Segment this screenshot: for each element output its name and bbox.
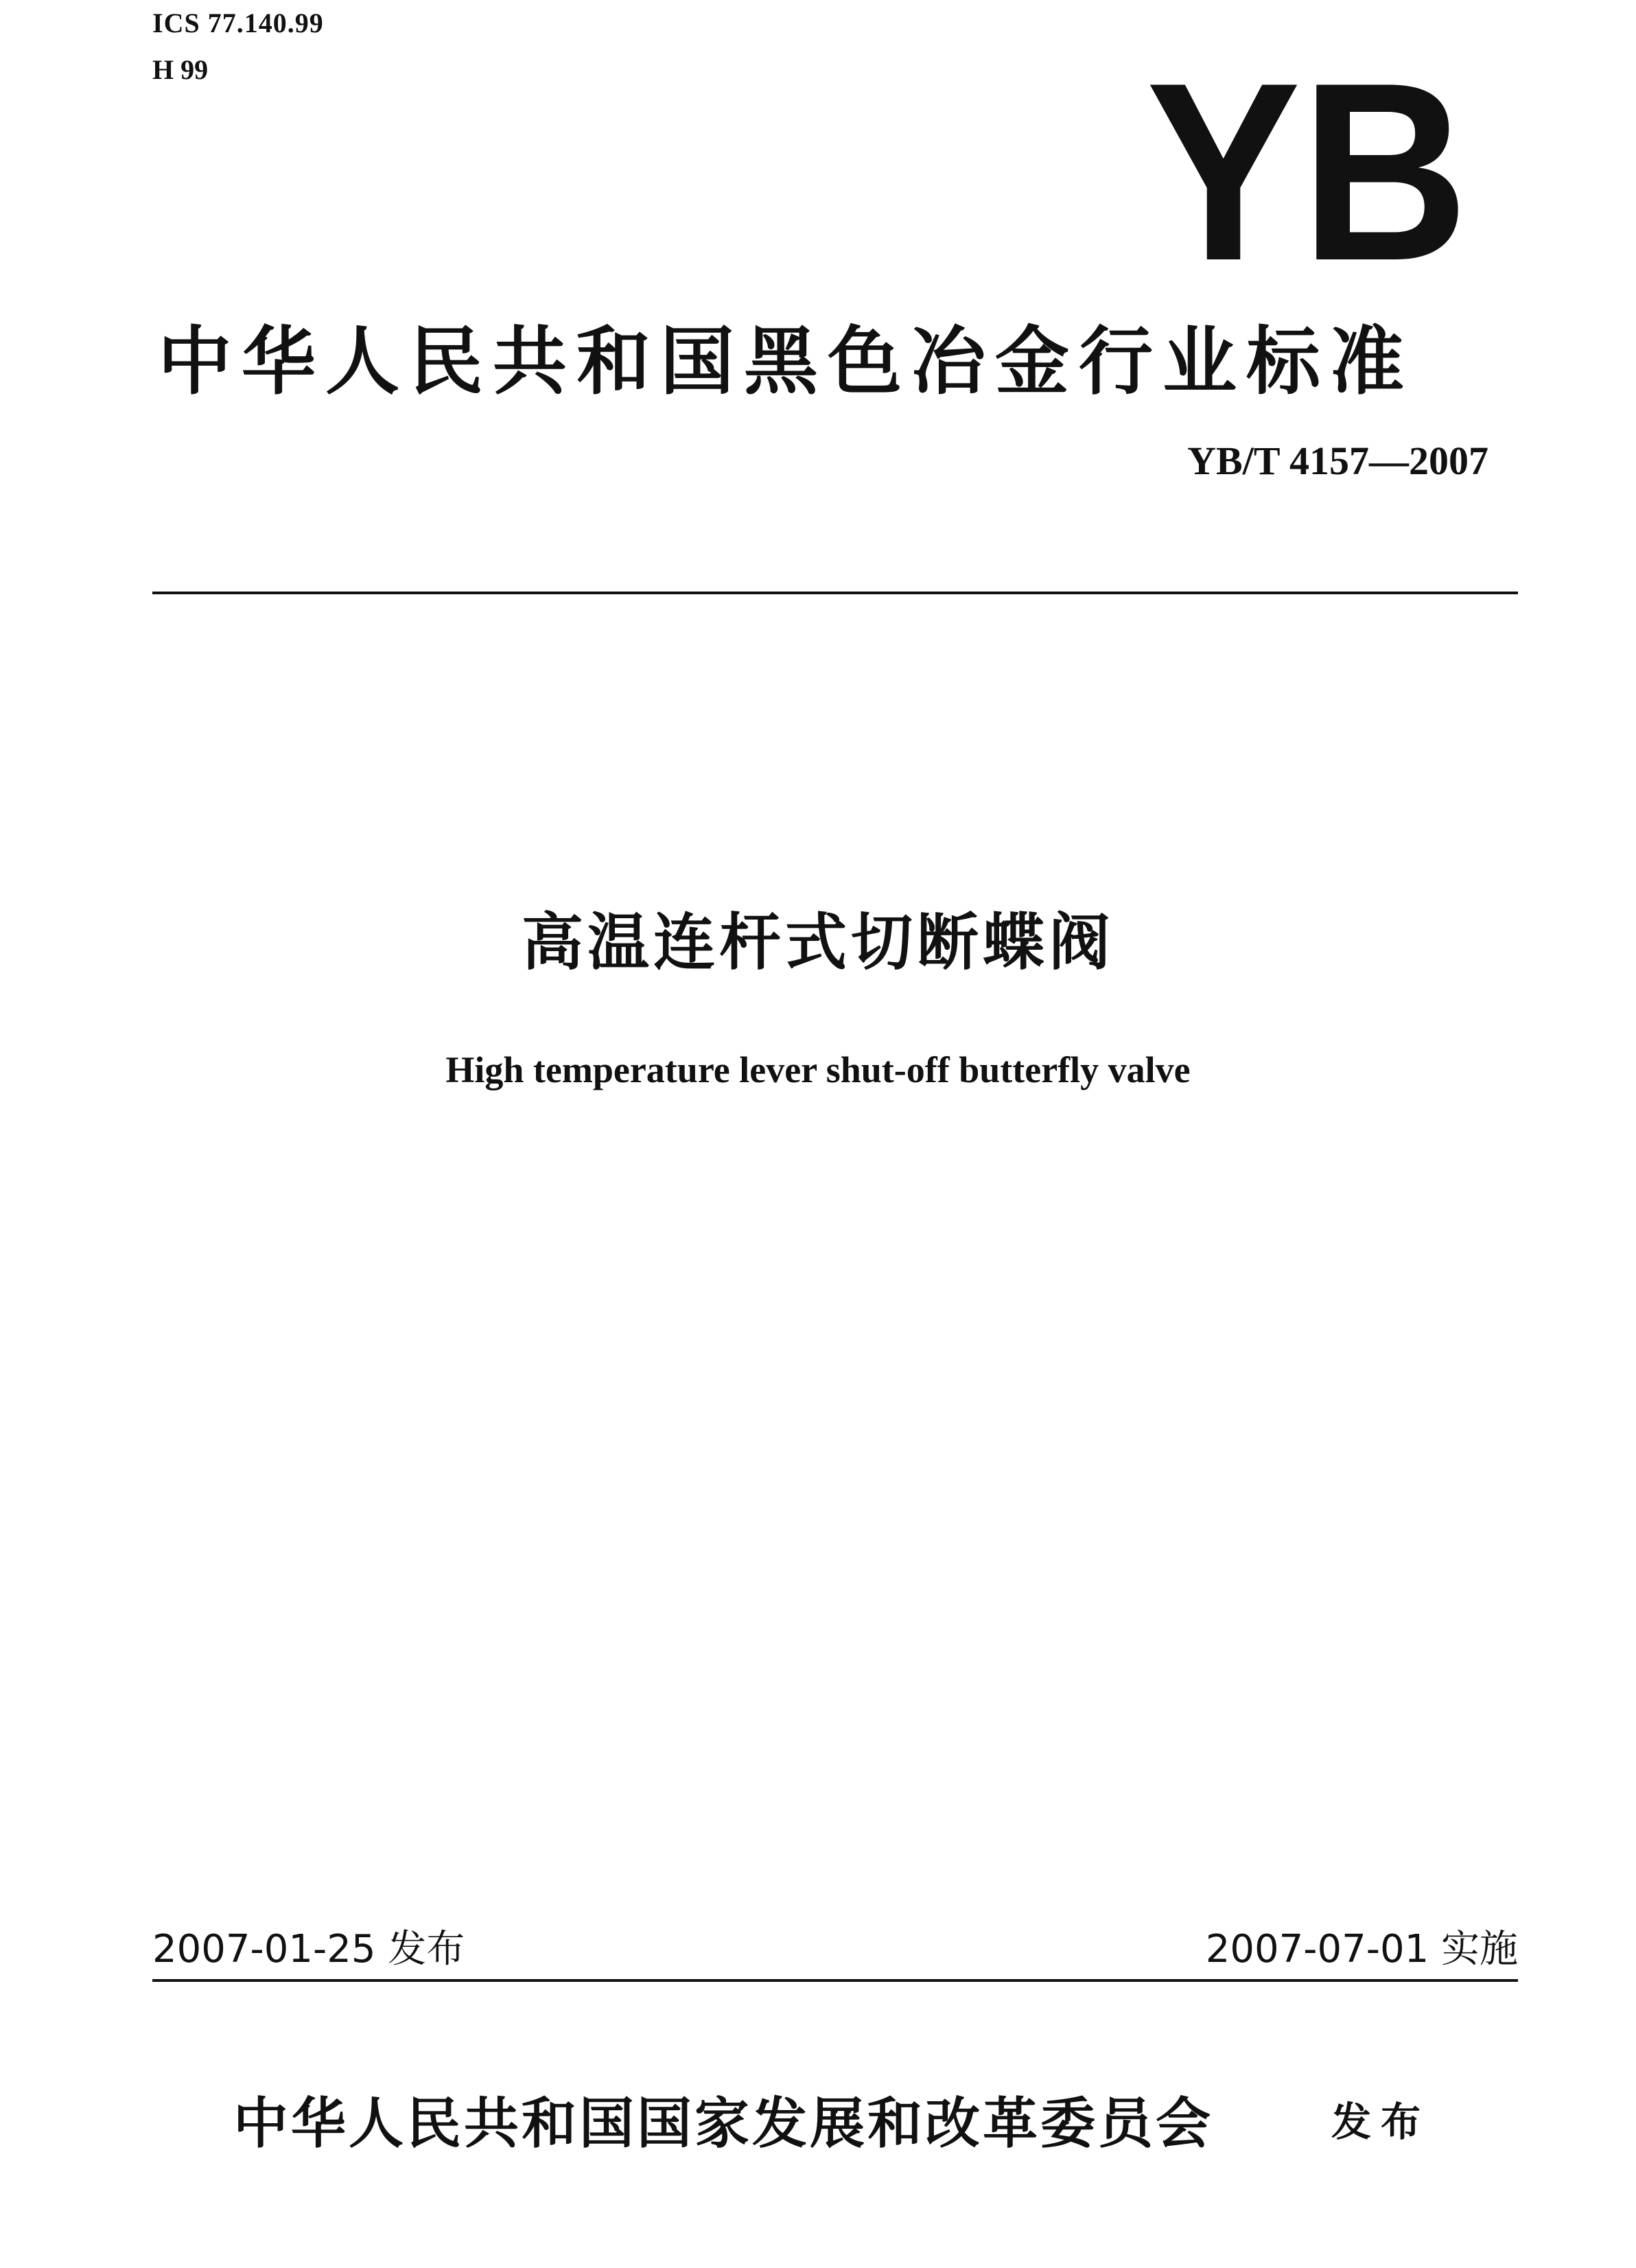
yb-logo xyxy=(1125,74,1482,280)
title-cn: 高温连杆式切断蝶阀 xyxy=(522,907,1114,979)
issuer-suffix: 发布 xyxy=(1331,2099,1431,2145)
implementation-date: 2007-07-01 实施 xyxy=(1205,1927,1518,1972)
ccs-code: H 99 xyxy=(152,54,209,85)
header-divider xyxy=(152,592,1518,594)
yb-logo-text: YB xyxy=(1146,74,1469,280)
issue-date: 2007-01-25 发布 xyxy=(152,1927,465,1972)
title-en: High temperature lever shut-off butterfly valve xyxy=(445,1049,1191,1090)
date-divider xyxy=(152,1979,1518,1982)
org-title: 中华人民共和国黑色冶金行业标准 xyxy=(158,319,1414,405)
standard-number: YB/T 4157—2007 xyxy=(1187,439,1488,483)
issuer-name: 中华人民共和国国家发展和改革委员会 xyxy=(233,2091,1213,2155)
ics-code: ICS 77.140.99 xyxy=(152,8,324,38)
